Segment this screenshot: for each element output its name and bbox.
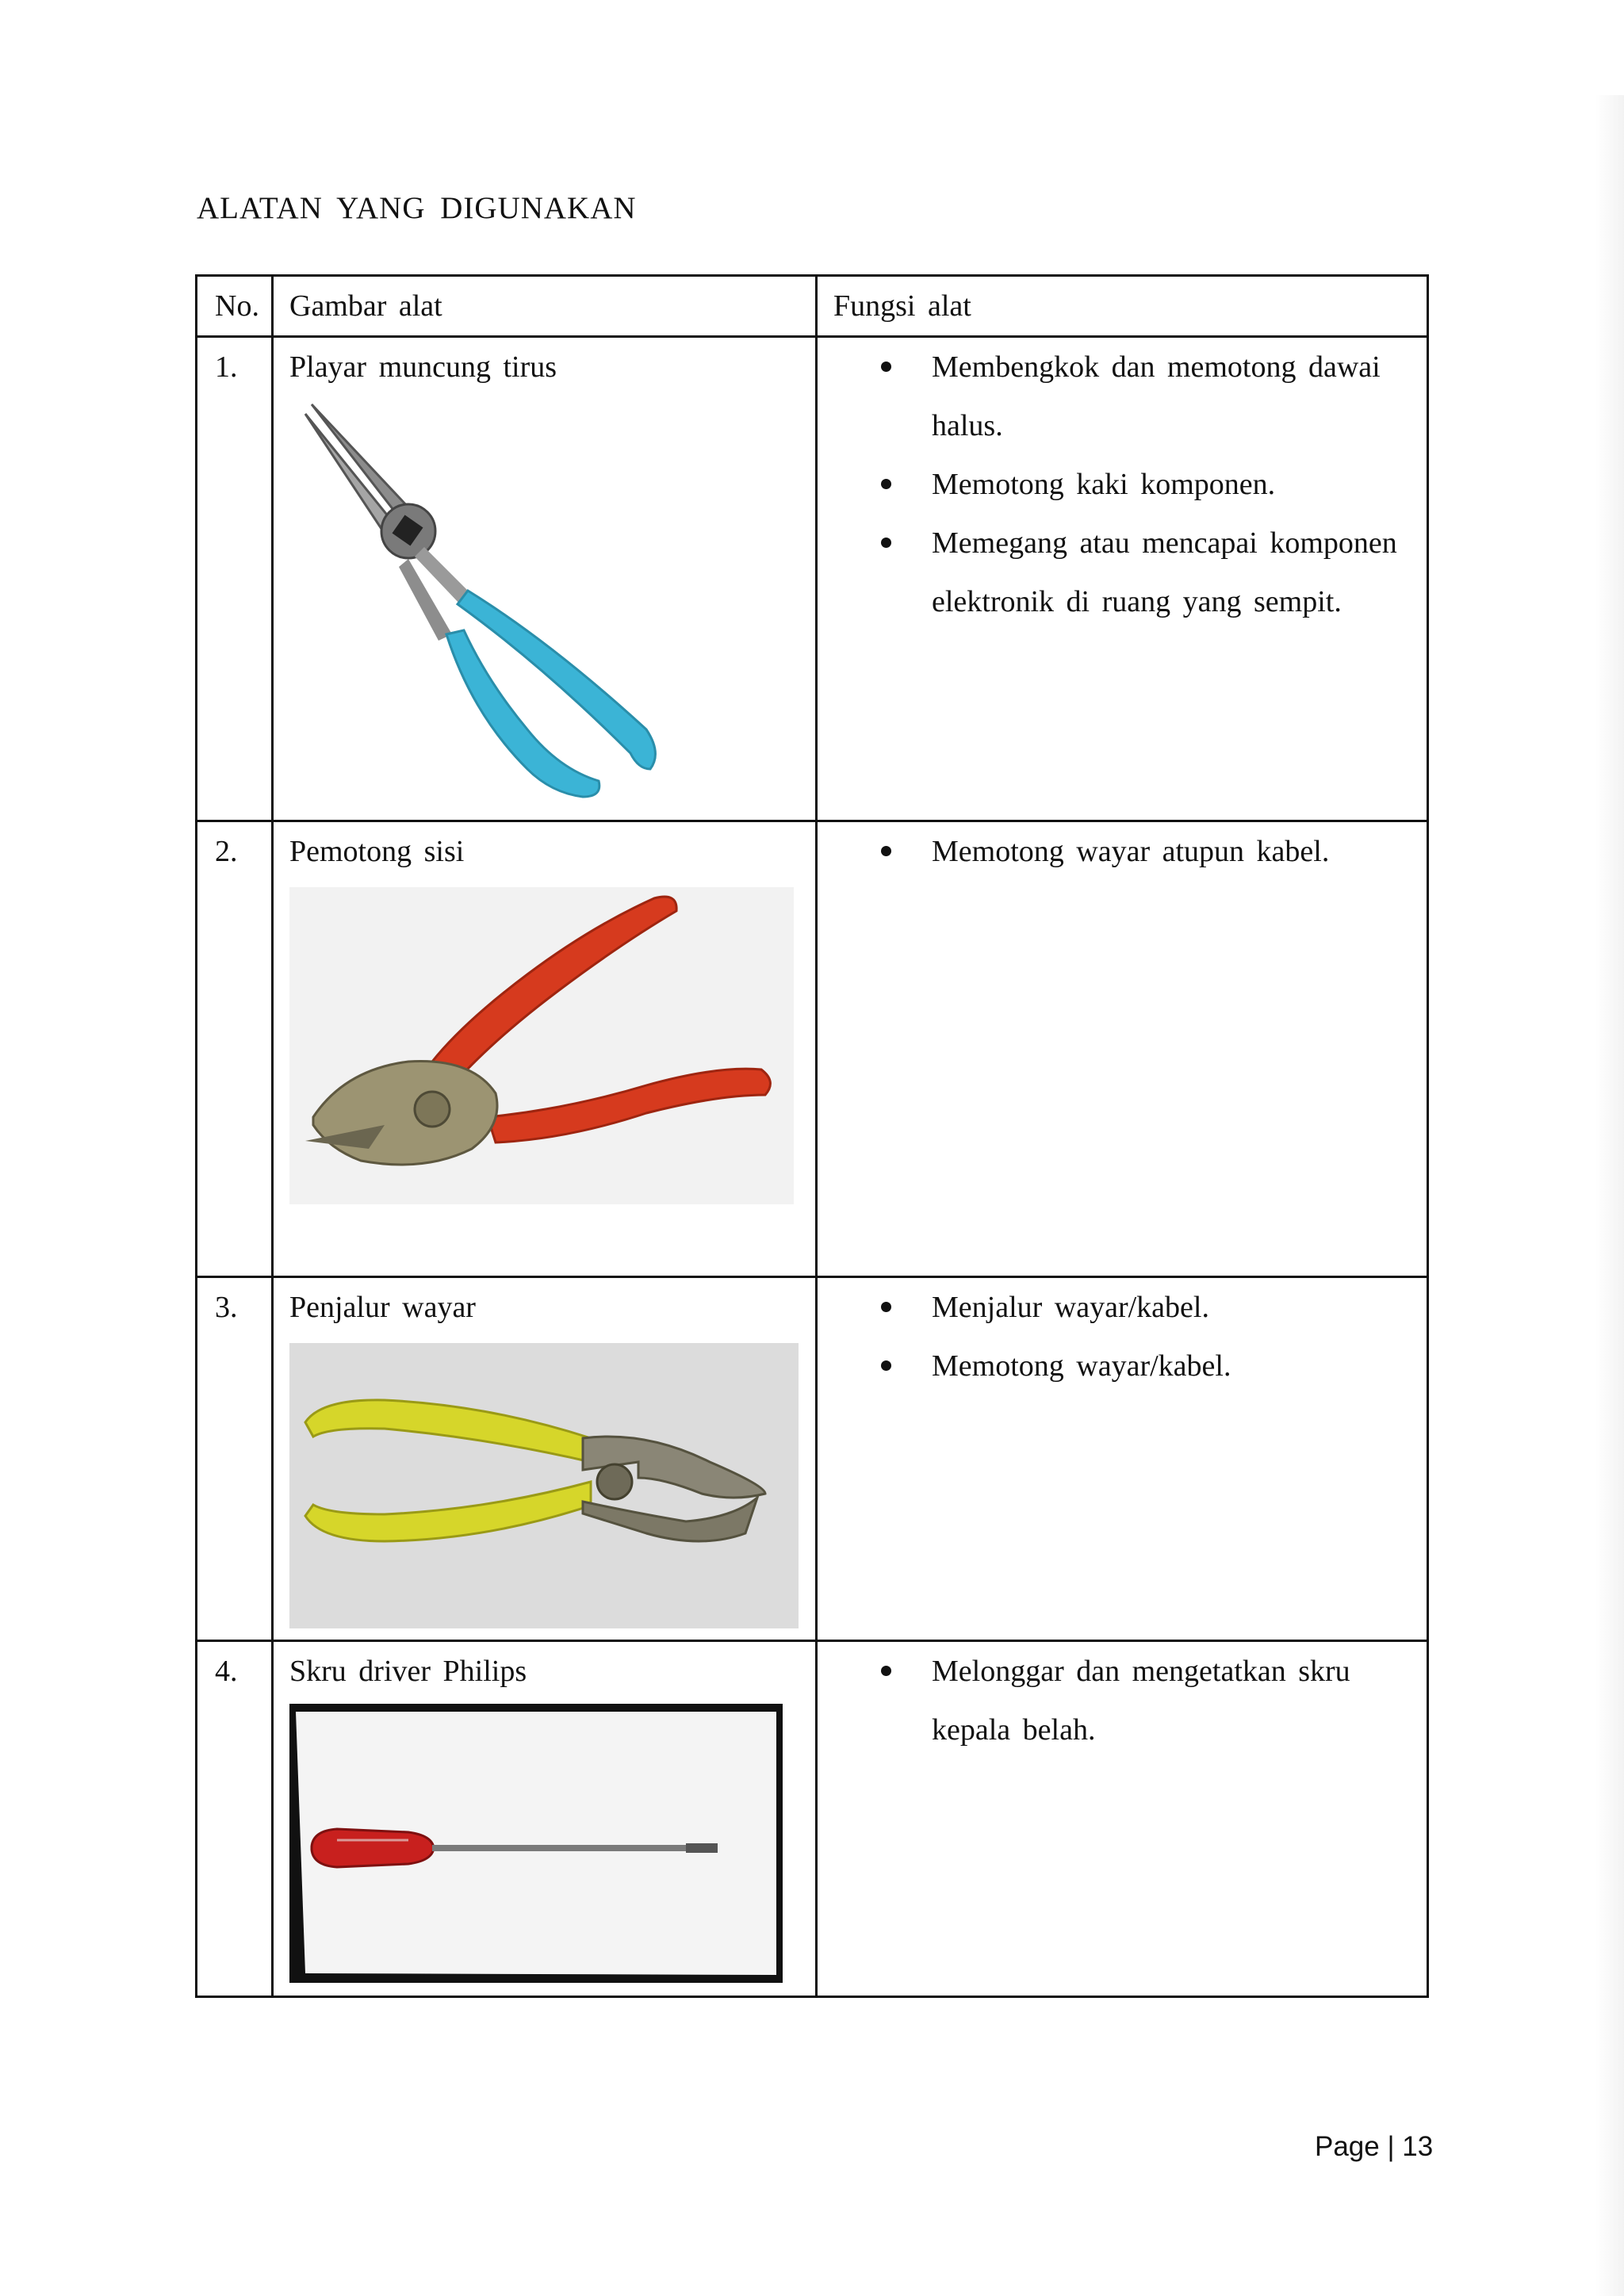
row-number: 3.: [197, 1277, 273, 1641]
function-item: Membengkok dan memotong dawai halus.: [881, 338, 1427, 455]
row-number: 4.: [197, 1641, 273, 1997]
tool-name: Skru driver Philips: [289, 1655, 527, 1688]
tools-table: [195, 274, 1429, 1998]
function-list: [818, 338, 1427, 631]
page-edge-shadow: [1595, 95, 1624, 2296]
bullet-icon: [881, 1666, 891, 1676]
wire-stripper-icon: [289, 1343, 799, 1628]
table-row: [197, 1277, 1428, 1641]
header-image: Gambar alat: [273, 276, 817, 337]
function-cell: [817, 1641, 1428, 1997]
page-title: ALATAN YANG DIGUNAKAN: [197, 191, 637, 225]
tool-name: Penjalur wayar: [289, 1291, 476, 1324]
table-row: [197, 337, 1428, 821]
bullet-icon: [881, 1302, 891, 1312]
function-item: Melonggar dan mengetatkan skru kepala belah.: [881, 1642, 1427, 1759]
function-cell: [817, 337, 1428, 821]
function-item: Memotong kaki komponen.: [881, 455, 1427, 514]
needle-nose-pliers-icon: [289, 396, 718, 809]
function-cell: [817, 1277, 1428, 1641]
function-item: Memegang atau mencapai komponen elektronik di ruang yang sempit.: [881, 514, 1427, 631]
tool-cell: [273, 1641, 817, 1997]
function-list: [818, 822, 1427, 881]
page-number: Page | 13: [1315, 2131, 1434, 2162]
table-header-row: [197, 276, 1428, 337]
row-number: 2.: [197, 821, 273, 1277]
bullet-icon: [881, 538, 891, 548]
function-item: Menjalur wayar/kabel.: [881, 1278, 1427, 1337]
function-item: Memotong wayar atupun kabel.: [881, 822, 1427, 881]
tool-name: Pemotong sisi: [289, 835, 465, 868]
bullet-icon: [881, 362, 891, 372]
screwdriver-icon: [289, 1704, 783, 1983]
bullet-icon: [881, 1360, 891, 1371]
tool-cell: [273, 821, 817, 1277]
header-no: No.: [197, 276, 273, 337]
function-item: Memotong wayar/kabel.: [881, 1337, 1427, 1395]
function-list: [818, 1278, 1427, 1395]
tool-name: Playar muncung tirus: [289, 350, 557, 384]
tool-cell: [273, 1277, 817, 1641]
table-row: [197, 1641, 1428, 1997]
table-row: [197, 821, 1428, 1277]
bullet-icon: [881, 479, 891, 489]
tool-cell: [273, 337, 817, 821]
side-cutter-icon: [289, 887, 794, 1204]
function-list: [818, 1642, 1427, 1759]
row-number: 1.: [197, 337, 273, 821]
header-function: Fungsi alat: [817, 276, 1428, 337]
function-cell: [817, 821, 1428, 1277]
bullet-icon: [881, 846, 891, 856]
